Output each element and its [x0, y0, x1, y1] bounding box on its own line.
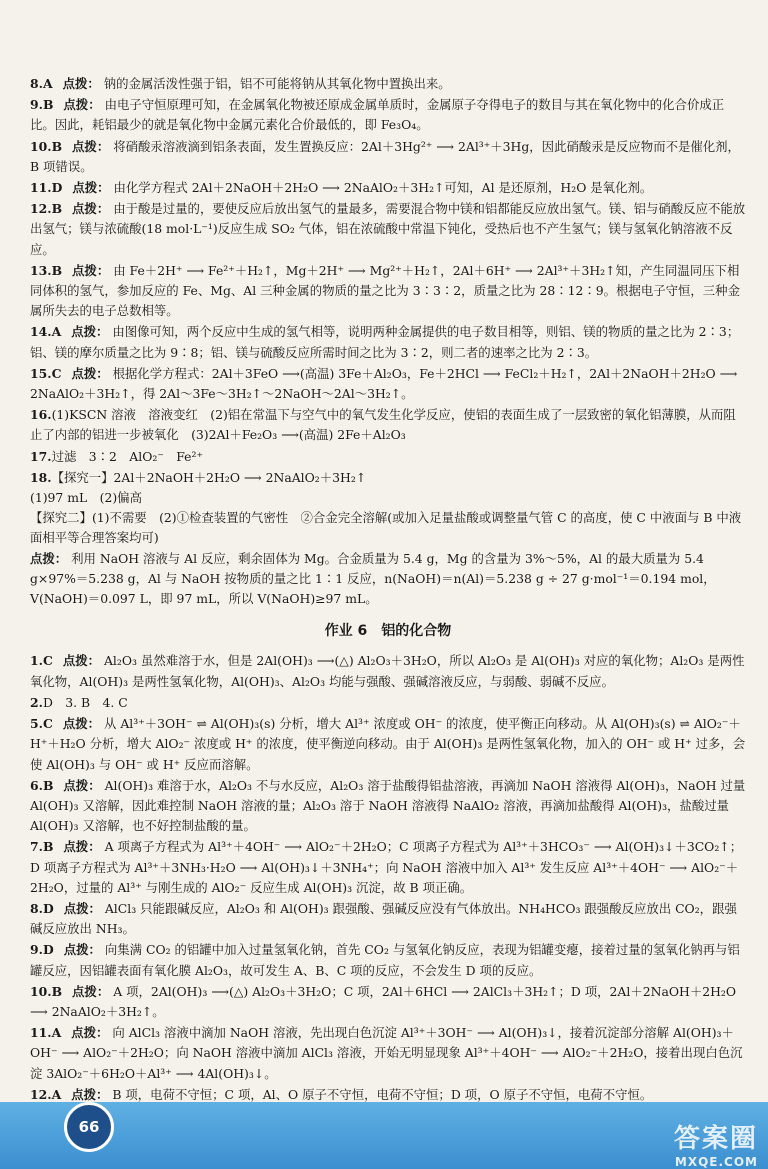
answer-item-18: 18.【探究一】2Al＋2NaOH＋2H₂O ⟶ 2NaAlO₂＋3H₂↑ (1)97 mL (2)偏高 【探究二】(1)不需要 (2)①检查装置的气密性 ②合金完全溶解(或加入足量盐酸或调整量气管 C 的高度，使 C 中液面与 B 中液面相平等合理答案均可) 点拨： 利用 NaOH 溶液与 Al 反应，剩余固体为 Mg。合金质量为 5.4 g，Mg 的含量为 3%～5%，Al 的最大质量为 5.4 g×97%＝5.238 g，Al 与 NaOH 按物质的量之比 1∶1 反应，n(NaOH)＝n(Al)＝5.238 g ÷ 27 g·mol⁻¹＝0.194 mol，V(NaOH)＝0.097 L，即 97 mL，所以 V(NaOH)≥97 mL。: [30, 469, 742, 607]
answer-item: 9.D 点拨： 向集满 CO₂ 的铝罐中加入过量氢氧化钠，首先 CO₂ 与氢氧化钠反应，表现为铝罐变瘪，接着过量的氢氧化钠再与铝罐反应，因铝罐表面有氧化膜 Al₂O₃，故可发生 A、B、C 项的反应，不会发生 D 项的反应。: [30, 942, 740, 978]
answer-list-aluminum: [30, 74, 746, 467]
answer-item: 16.(1)KSCN 溶液 溶液变红 (2)铝在常温下与空气中的氧气发生化学反应，使铝的表面生成了一层致密的氧化铝薄膜，从而阻止了内部的铝进一步被氧化 (3)2Al＋Fe₂O₃ ⟶(高温) 2Fe＋Al₂O₃: [30, 407, 736, 443]
answer-item: 12.A 点拨： B 项，电荷不守恒；C 项，Al、O 原子不守恒，电荷不守恒；D 项，O 原子不守恒，电荷不守恒。: [30, 1086, 653, 1102]
answer-list-aluminum-compounds: [30, 651, 746, 1126]
answer-item: 10.B 点拨： 将硝酸汞溶液滴到铝条表面，发生置换反应：2Al＋3Hg²⁺ ⟶ 2Al³⁺＋3Hg，因此硝酸汞是反应物而不是催化剂，B 项错误。: [30, 138, 740, 174]
answer-item: 5.C 点拨： 从 Al³⁺＋3OH⁻ ⇌ Al(OH)₃(s) 分析，增大 Al³⁺ 浓度或 OH⁻ 的浓度，使平衡正向移动。从 Al(OH)₃(s) ⇌ AlO₂⁻＋H⁺＋H₂O 分析，增大 AlO₂⁻ 浓度或 H⁺ 的浓度，使平衡逆向移动。由于 Al(OH)₃ 是两性氢氧化物，加入的 OH⁻ 或 H⁺ 过多，会使 Al(OH)₃ 与 OH⁻ 或 H⁺ 反应而溶解。: [30, 716, 746, 772]
answer-item: 8.D 点拨： AlCl₃ 只能跟碱反应，Al₂O₃ 和 Al(OH)₃ 跟强酸、强碱反应没有气体放出。NH₄HCO₃ 跟强酸反应放出 CO₂，跟强碱反应放出 NH₃。: [30, 900, 737, 937]
answer-item: 11.D 点拨： 由化学方程式 2Al＋2NaOH＋2H₂O ⟶ 2NaAlO₂＋3H₂↑可知，Al 是还原剂，H₂O 是氧化剂。: [30, 180, 653, 196]
watermark-logo: 答案圈 MXQE.COM: [673, 1124, 758, 1169]
answer-item: 1.C 点拨： Al₂O₃ 虽然难溶于水，但是 2Al(OH)₃ ⟶(△) Al₂O₃＋3H₂O，所以 Al₂O₃ 是 Al(OH)₃ 对应的氧化物；Al₂O₃ 是两性氧化物，Al(OH)₃ 是两性氢氧化物，Al(OH)₃、Al₂O₃ 均能与强酸、强碱溶液反应，与弱酸、弱碱不反应。: [30, 653, 745, 689]
answer-item: 9.B 点拨： 由电子守恒原理可知，在金属氧化物被还原成金属单质时，金属原子夺得电子的数目与其在氧化物中的化合价成正比。因此，耗铝最少的就是氧化物中金属元素化合价最低的，即 Fe₃O₄。: [30, 97, 725, 133]
answer-item: 8.A 点拨： 钠的金属活泼性强于铝，铝不可能将钠从其氧化物中置换出来。: [30, 76, 451, 91]
answer-item: 17.过滤 3∶2 AlO₂⁻ Fe²⁺: [30, 448, 204, 464]
page-number: 66: [64, 1102, 114, 1152]
answer-item: 2.D 3. B 4. C: [30, 694, 128, 710]
answer-item: 14.A 点拨： 由图像可知，两个反应中生成的氢气相等，说明两种金属提供的电子数目相等，则铝、镁的物质的量之比为 2∶3；铝、镁的摩尔质量之比为 9∶8；铝、镁与硫酸反应所需时间之比为 3∶2，则二者的速率之比为 2∶3。: [30, 324, 740, 360]
answer-item: 7.B 点拨： A 项离子方程式为 Al³⁺＋4OH⁻ ⟶ AlO₂⁻＋2H₂O；C 项离子方程式为 Al³⁺＋3HCO₃⁻ ⟶ Al(OH)₃↓＋3CO₂↑；D 项离子方程式为 Al³⁺＋3NH₃·H₂O ⟶ Al(OH)₃↓＋3NH₄⁺；向 NaOH 溶液中加入 Al³⁺ 发生反应 Al³⁺＋4OH⁻ ⟶ AlO₂⁻＋2H₂O，过量的 Al³⁺ 与刚生成的 AlO₂⁻ 反应生成 Al(OH)₃ 沉淀，故 B 项正确。: [30, 839, 743, 895]
answer-item: 6.B 点拨： Al(OH)₃ 难溶于水，Al₂O₃ 不与水反应，Al₂O₃ 溶于盐酸得铝盐溶液，再滴加 NaOH 溶液得 Al(OH)₃，NaOH 过量 Al(OH)₃ 又溶解，因此难控制 NaOH 溶液的量；Al₂O₃ 溶于 NaOH 溶液得 NaAlO₂ 溶液，再滴加盐酸得 Al(OH)₃，盐酸过量 Al(OH)₃ 又溶解，也不好控制盐酸的量。: [30, 777, 746, 834]
section-title: 作业 6 铝的化合物: [324, 623, 452, 640]
answer-item: 15.C 点拨： 根据化学方程式：2Al＋3FeO ⟶(高温) 3Fe＋Al₂O₃，Fe＋2HCl ⟶ FeCl₂＋H₂↑，2Al＋2NaOH＋2H₂O ⟶ 2NaAlO₂＋3H₂↑，得 2Al～3Fe～3H₂↑～2NaOH～2Al～3H₂↑。: [30, 365, 738, 402]
answer-content: [30, 74, 746, 1127]
answer-item: 11.A 点拨： 向 AlCl₃ 溶液中滴加 NaOH 溶液，先出现白色沉淀 Al³⁺＋3OH⁻ ⟶ Al(OH)₃↓，接着沉淀部分溶解 Al(OH)₃＋OH⁻ ⟶ AlO₂⁻＋2H₂O；向 NaOH 溶液中滴加 AlCl₃ 溶液，开始无明显现象 Al³⁺＋4OH⁻ ⟶ AlO₂⁻＋2H₂O，接着出现白色沉淀 3AlO₂⁻＋6H₂O＋Al³⁺ ⟶ 4Al(OH)₃↓。: [30, 1025, 743, 1081]
answer-item: 10.B 点拨： A 项，2Al(OH)₃ ⟶(△) Al₂O₃＋3H₂O；C 项，2Al＋6HCl ⟶ 2AlCl₃＋3H₂↑；D 项，2Al＋2NaOH＋2H₂O ⟶ 2NaAlO₂＋3H₂↑。: [30, 983, 737, 1019]
answer-item: 13.B 点拨： 由 Fe＋2H⁺ ⟶ Fe²⁺＋H₂↑，Mg＋2H⁺ ⟶ Mg²⁺＋H₂↑，2Al＋6H⁺ ⟶ 2Al³⁺＋3H₂↑知，产生同温同压下相同体积的氢气，参加反应的 Fe、Mg、Al 三种金属的物质的量之比为 3∶3∶2，质量之比为 28∶12∶9。根据电子守恒，三种金属所失去的电子总数相等。: [30, 262, 740, 319]
answer-item: 12.B 点拨： 由于酸是过量的，要使反应后放出氢气的量最多，需要混合物中镁和铝都能反应放出氢气。镁、铝与硝酸反应不能放出氢气；镁与浓硫酸(18 mol·L⁻¹)反应生成 SO₂ 气体，铝在浓硫酸中常温下钝化，受热后也不产生氢气；镁与氢氧化钠溶液不反应。: [30, 201, 746, 257]
